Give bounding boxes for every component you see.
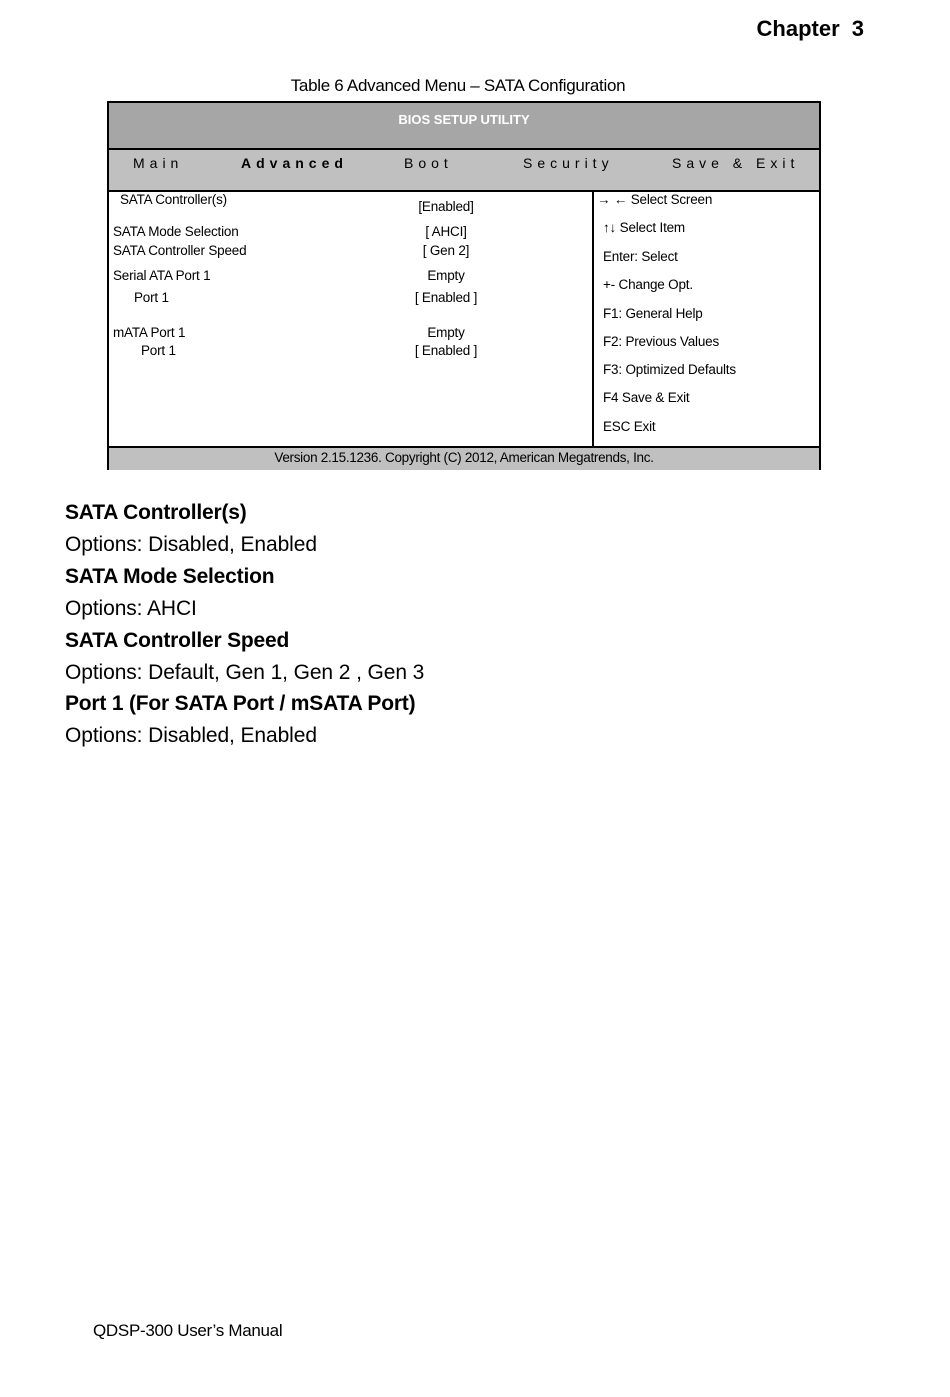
setting-value-sata-mode[interactable]: [ AHCI]	[425, 224, 467, 239]
help-general-help: F1: General Help	[603, 306, 703, 321]
help-previous-values: F2: Previous Values	[603, 334, 720, 349]
section-heading: SATA Controller(s)	[65, 501, 247, 524]
table-caption: Table 6 Advanced Menu – SATA Configuration	[290, 76, 626, 95]
setting-value-sata-controllers[interactable]: [Enabled]	[418, 199, 474, 214]
section-options: Options: Disabled, Enabled	[65, 533, 317, 556]
menu-item-main[interactable]: Main	[133, 155, 184, 171]
menu-item-boot[interactable]: Boot	[404, 155, 453, 171]
manual-footer: QDSP-300 User’s Manual	[93, 1321, 283, 1340]
menu-item-security[interactable]: Security	[523, 155, 614, 171]
bios-title: BIOS SETUP UTILITY	[109, 103, 819, 150]
setting-value-mata-port: Empty	[427, 325, 465, 340]
chapter-heading: Chapter 3	[756, 16, 864, 41]
section-options: Options: AHCI	[65, 597, 197, 620]
setting-value-sata-speed[interactable]: [ Gen 2]	[422, 243, 470, 258]
help-panel	[592, 192, 821, 446]
setting-value-serial-ata-port: Empty	[427, 268, 465, 283]
help-select-item: ↑↓ Select Item	[603, 220, 685, 235]
help-enter-select: Enter: Select	[603, 249, 678, 264]
setting-label-sata-controllers: SATA Controller(s)	[120, 192, 227, 207]
settings-panel	[109, 192, 592, 446]
bios-version-footer: Version 2.15.1236. Copyright (C) 2012, American Megatrends, Inc.	[109, 446, 819, 470]
help-esc-exit: ESC Exit	[603, 419, 656, 434]
setting-label-sata-speed: SATA Controller Speed	[113, 243, 247, 258]
menu-item-save-exit[interactable]: Save & Exit	[672, 155, 800, 171]
bios-menu-bar	[109, 150, 819, 192]
section-options: Options: Disabled, Enabled	[65, 724, 317, 747]
setting-label-sata-port1: Port 1	[134, 290, 169, 305]
setting-label-serial-ata-port: Serial ATA Port 1	[113, 268, 211, 283]
setting-value-mata-port1[interactable]: [ Enabled ]	[414, 343, 478, 358]
section-heading: SATA Controller Speed	[65, 629, 290, 652]
help-select-screen: → ← Select Screen	[597, 192, 713, 207]
setting-label-mata-port1: Port 1	[141, 343, 176, 358]
section-heading: SATA Mode Selection	[65, 565, 275, 588]
help-save-exit: F4 Save & Exit	[603, 390, 690, 405]
help-optimized-defaults: F3: Optimized Defaults	[603, 362, 736, 377]
section-options: Options: Default, Gen 1, Gen 2 , Gen 3	[65, 661, 425, 684]
help-change-option: +- Change Opt.	[603, 277, 693, 292]
section-heading: Port 1 (For SATA Port / mSATA Port)	[65, 692, 416, 715]
bios-screenshot	[107, 101, 821, 470]
menu-item-advanced[interactable]: Advanced	[241, 155, 348, 171]
setting-value-sata-port1[interactable]: [ Enabled ]	[414, 290, 478, 305]
setting-label-mata-port: mATA Port 1	[113, 325, 186, 340]
setting-label-sata-mode: SATA Mode Selection	[113, 224, 239, 239]
